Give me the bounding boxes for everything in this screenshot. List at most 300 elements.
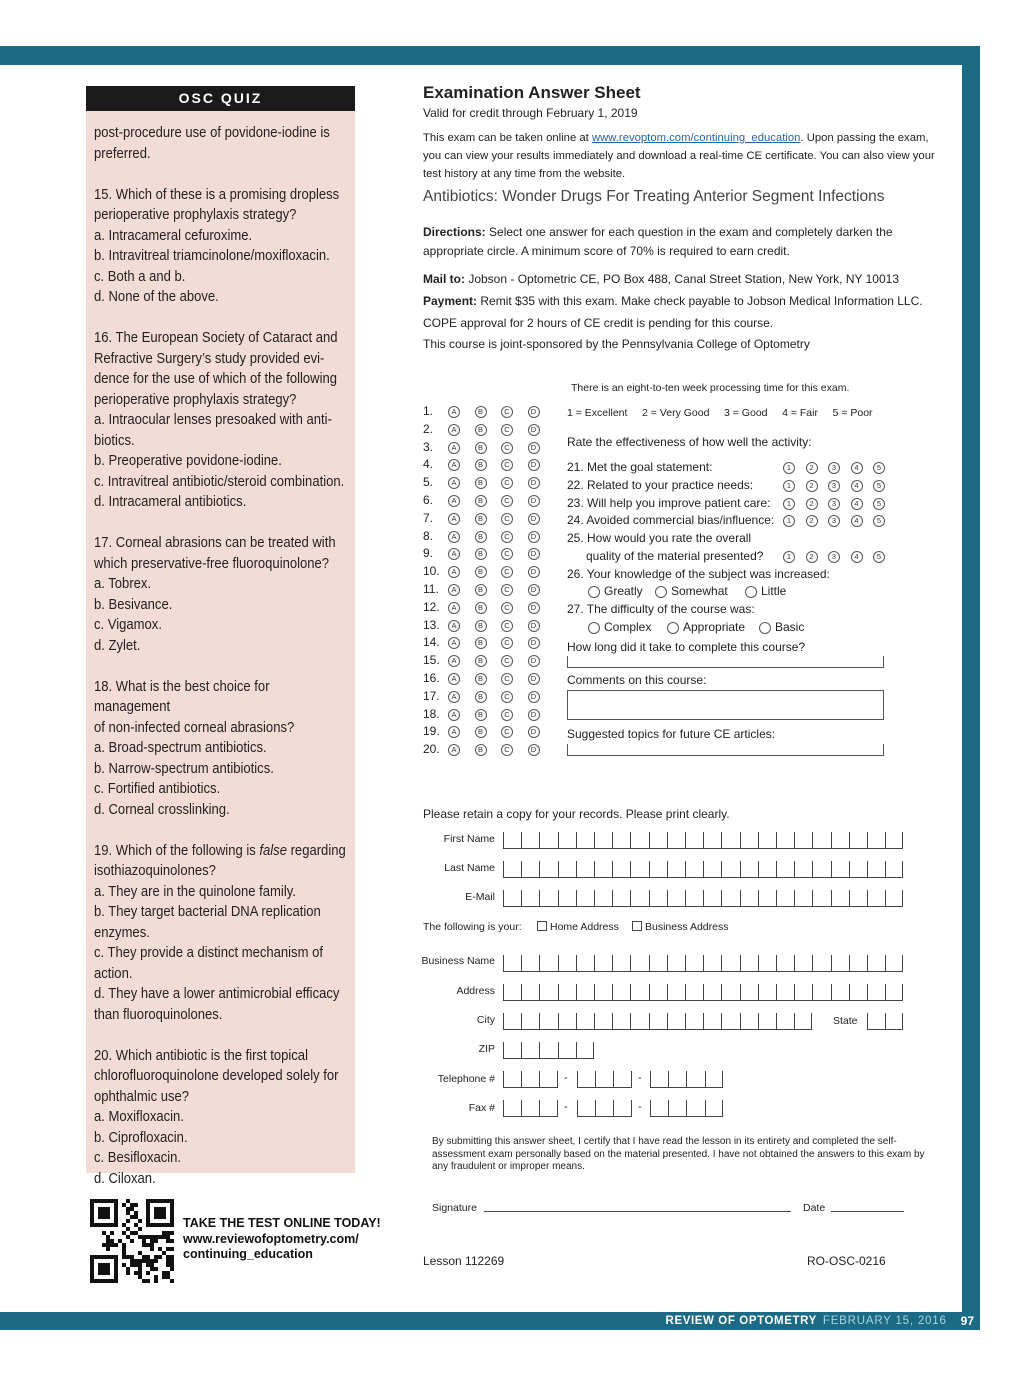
qr-module (138, 1251, 142, 1255)
answer-bubble-c[interactable]: C (501, 548, 513, 560)
zip-label: ZIP (478, 1043, 495, 1055)
online-promo (183, 1216, 381, 1263)
qr-module (158, 1235, 162, 1239)
phone-area-boxes[interactable] (503, 1071, 558, 1088)
home-address-checkbox-label: Home Address (550, 921, 619, 933)
answer-bubble-b[interactable]: B (475, 424, 487, 436)
qr-finder (98, 1207, 110, 1219)
date-line[interactable] (831, 1211, 904, 1212)
quiz-spacer (94, 656, 346, 677)
qr-module (170, 1259, 174, 1263)
quiz-line: ophthalmic use? (94, 1088, 190, 1105)
answer-number: 15. (423, 653, 440, 668)
answer-bubble-b[interactable]: B (475, 477, 487, 489)
answer-row (423, 440, 553, 458)
option-circle[interactable] (759, 622, 771, 634)
answer-bubble-c[interactable]: C (501, 495, 513, 507)
fax-dash-1: - (564, 1101, 568, 1113)
answer-bubble-b[interactable]: B (475, 566, 487, 578)
option-circle[interactable] (588, 586, 600, 598)
answer-bubble-d[interactable]: D (528, 620, 540, 632)
footer-date: FEBRUARY 15, 2016 (822, 1315, 947, 1327)
qr-module (154, 1275, 158, 1279)
footer-band (0, 1312, 980, 1330)
rating-bubble-2[interactable]: 2 (806, 462, 818, 474)
qr-module (154, 1267, 158, 1271)
answer-bubble-d[interactable]: D (528, 548, 540, 560)
qr-module (146, 1263, 150, 1267)
option-circle[interactable] (655, 586, 667, 598)
qr-module (122, 1223, 126, 1227)
directions-text: Select one answer for each question in the exam and completely darken the appropriate circle. A minimum score of 70% is required to earn credit. (423, 225, 893, 258)
quiz-line: a. Intracameral cefuroxime. (94, 227, 253, 244)
answer-bubble-d[interactable]: D (528, 655, 540, 667)
quiz-spacer (94, 513, 346, 534)
option-label: Basic (775, 620, 805, 634)
answer-bubble-a[interactable]: A (448, 513, 460, 525)
qr-module (126, 1219, 130, 1223)
promo-url-1[interactable]: www.reviewofoptometry.com/ (183, 1231, 359, 1246)
page-number: 97 (960, 1314, 974, 1328)
qr-module (170, 1231, 174, 1235)
qr-module (170, 1267, 174, 1271)
address-label: Address (456, 985, 495, 997)
qr-finder (154, 1207, 166, 1219)
option-circle[interactable] (588, 622, 600, 634)
answer-row (423, 689, 553, 707)
answer-bubble-c[interactable]: C (501, 584, 513, 596)
answer-bubble-b[interactable]: B (475, 744, 487, 756)
quiz-spacer (94, 164, 346, 185)
answer-bubble-c[interactable]: C (501, 691, 513, 703)
answer-bubble-b[interactable]: B (475, 655, 487, 667)
qr-module (166, 1231, 170, 1235)
quiz-line: perioperative prophylaxis strategy? (94, 207, 297, 223)
qr-module (134, 1263, 138, 1267)
answer-bubble-a[interactable]: A (448, 602, 460, 614)
quiz-line: chlorofluoroquinolone developed solely for (94, 1068, 339, 1084)
option-circle[interactable] (745, 586, 757, 598)
answer-row (423, 529, 553, 547)
qr-module (122, 1251, 126, 1255)
answer-bubble-c[interactable]: C (501, 477, 513, 489)
answer-bubble-a[interactable]: A (448, 548, 460, 560)
answer-bubble-d[interactable]: D (528, 477, 540, 489)
qr-module (130, 1263, 134, 1267)
answer-bubble-d[interactable]: D (528, 531, 540, 543)
rating-bubble-4[interactable]: 4 (851, 498, 863, 510)
quiz-line: b. Intravitreal triamcinolone/moxifloxacin. (94, 248, 330, 264)
comments-label: Comments on this course: (567, 673, 707, 687)
qr-module (166, 1239, 170, 1243)
qr-module (134, 1203, 138, 1207)
qr-module (122, 1263, 126, 1267)
answer-bubble-a[interactable]: A (448, 620, 460, 632)
answer-bubble-b[interactable]: B (475, 673, 487, 685)
answer-bubble-c[interactable]: C (501, 602, 513, 614)
last-name-label: Last Name (444, 862, 495, 874)
rating-bubble-1[interactable]: 1 (783, 462, 795, 474)
answer-number: 2. (423, 421, 434, 436)
qr-module (170, 1239, 174, 1243)
answer-number: 20. (423, 742, 440, 757)
quiz-line: c. Both a and b. (94, 268, 186, 285)
quiz-line: d. Zylet. (94, 637, 141, 654)
answer-bubble-d[interactable]: D (528, 726, 540, 738)
qr-code[interactable] (90, 1199, 174, 1283)
qr-module (166, 1255, 170, 1259)
qr-module (150, 1239, 154, 1243)
answer-number: 6. (423, 493, 434, 507)
answer-bubble-d[interactable]: D (528, 513, 540, 525)
qr-module (142, 1235, 146, 1239)
quiz-questions (86, 111, 355, 1187)
answer-bubble-c[interactable]: C (501, 513, 513, 525)
answer-bubble-a[interactable]: A (448, 477, 460, 489)
qr-module (122, 1231, 126, 1235)
rating-bubble-5[interactable]: 5 (873, 551, 885, 563)
question-27: 27. The difficulty of the course was: (567, 602, 755, 616)
answer-number: 13. (423, 617, 440, 632)
rating-bubble-2[interactable]: 2 (806, 498, 818, 510)
rating-bubble-5[interactable]: 5 (873, 462, 885, 474)
answer-row (423, 582, 553, 600)
quiz-line: 20. Which antibiotic is the first topical (94, 1047, 308, 1064)
answer-bubble-b[interactable]: B (475, 620, 487, 632)
answer-bubble-b[interactable]: B (475, 406, 487, 418)
qr-module (166, 1235, 170, 1239)
answer-bubble-c[interactable]: C (501, 459, 513, 471)
qr-module (154, 1235, 158, 1239)
rating-bubble-5[interactable]: 5 (873, 498, 885, 510)
answer-bubble-b[interactable]: B (475, 691, 487, 703)
signature-line[interactable] (484, 1211, 791, 1212)
answer-number: 11. (423, 582, 439, 596)
certification-text: By submitting this answer sheet, I certify that I have read the lesson in its entirety and completed the self-assessment exam personally based on the material presented. I have not obtained the answers to this exam by any fraudulent or improper means. (432, 1136, 925, 1172)
quiz-line: isothiazoquinolones? (94, 863, 216, 879)
quiz-line: biotics. (94, 432, 135, 449)
rating-bubble-4[interactable]: 4 (851, 551, 863, 563)
rating-bubble-1[interactable]: 1 (783, 551, 795, 563)
last-name-boxes[interactable] (503, 861, 903, 878)
answer-row (423, 404, 553, 422)
first-name-boxes[interactable] (503, 832, 903, 849)
promo-url-2[interactable]: continuing_education (183, 1247, 313, 1261)
qr-module (130, 1231, 134, 1235)
suggested-field[interactable] (567, 744, 884, 756)
qr-module (138, 1235, 142, 1239)
payment-text: Remit $35 with this exam. Make check payable to Jobson Medical Information LLC. (477, 294, 923, 308)
answer-bubble-b[interactable]: B (475, 637, 487, 649)
answer-bubble-b[interactable]: B (475, 442, 487, 454)
quiz-line: preferred. (94, 145, 151, 162)
answer-bubble-a[interactable]: A (448, 406, 460, 418)
qr-module (166, 1275, 170, 1279)
answer-bubble-a[interactable]: A (448, 424, 460, 436)
qr-module (110, 1243, 114, 1247)
qr-module (122, 1243, 126, 1247)
qr-module (130, 1239, 134, 1243)
qr-module (162, 1251, 166, 1255)
qr-module (126, 1271, 130, 1275)
answer-number: 5. (423, 475, 434, 490)
qr-module (110, 1231, 114, 1235)
answer-bubble-a[interactable]: A (448, 566, 460, 578)
qr-module (130, 1259, 134, 1263)
comments-field[interactable] (567, 690, 884, 720)
answer-bubble-b[interactable]: B (475, 584, 487, 596)
course-title: Antibiotics: Wonder Drugs For Treating Anterior Segment Infections (423, 188, 885, 205)
answer-bubble-a[interactable]: A (448, 691, 460, 703)
rating-bubble-3[interactable]: 3 (828, 551, 840, 563)
business-name-boxes[interactable] (503, 955, 903, 972)
answer-bubble-a[interactable]: A (448, 637, 460, 649)
processing-note: There is an eight-to-ten week processing time for this exam. (571, 382, 850, 394)
qr-module (130, 1203, 134, 1207)
answer-bubble-c[interactable]: C (501, 620, 513, 632)
quiz-line: 16. The European Society of Cataract and (94, 330, 338, 346)
rating-bubble-3[interactable]: 3 (828, 462, 840, 474)
business-address-checkbox[interactable] (632, 921, 642, 931)
rating-bubble-3[interactable]: 3 (828, 515, 840, 527)
rating-scale: 1 = Excellent 2 = Very Good 3 = Good 4 = Fair 5 = Poor (567, 407, 873, 419)
quiz-line: d. Ciloxan. (94, 1170, 156, 1187)
top-band (0, 46, 980, 65)
answer-number: 3. (423, 439, 434, 454)
eval-item-23: 23. Will help you improve patient care: (567, 496, 771, 510)
qr-module (130, 1215, 134, 1219)
qr-module (158, 1247, 162, 1251)
answer-bubble-c[interactable]: C (501, 424, 513, 436)
answer-bubble-b[interactable]: B (475, 459, 487, 471)
answer-number: 18. (423, 706, 440, 721)
answer-row (423, 564, 553, 582)
mail-text: Jobson - Optometric CE, PO Box 488, Canal Street Station, New York, NY 10013 (465, 272, 900, 286)
answer-bubble-c[interactable]: C (501, 673, 513, 685)
exam-link[interactable]: www.revoptom.com/continuing_education (591, 132, 801, 144)
answer-bubble-a[interactable]: A (448, 495, 460, 507)
answer-bubble-c[interactable]: C (501, 655, 513, 667)
rating-bubble-2[interactable]: 2 (806, 480, 818, 492)
how-long-field[interactable] (567, 656, 884, 668)
rating-bubble-2[interactable]: 2 (806, 515, 818, 527)
qr-module (114, 1243, 118, 1247)
answer-bubble-a[interactable]: A (448, 459, 460, 471)
quiz-line: action. (94, 965, 133, 982)
answer-bubble-b[interactable]: B (475, 709, 487, 721)
answer-bubble-b[interactable]: B (475, 531, 487, 543)
city-boxes[interactable] (503, 1013, 812, 1030)
phone-line-boxes[interactable] (650, 1071, 723, 1088)
qr-module (146, 1271, 150, 1275)
quiz-line: which preservative-free fluoroquinolone? (94, 555, 330, 572)
quiz-line: 15. Which of these is a promising dropless (94, 186, 340, 203)
right-band (962, 46, 980, 1330)
intro-text: This exam can be taken online at (423, 132, 592, 144)
answer-bubble-c[interactable]: C (501, 406, 513, 418)
quiz-line: Refractive Surgery’s study provided evi- (94, 350, 325, 367)
answer-bubble-b[interactable]: B (475, 495, 487, 507)
business-address-checkbox-label: Business Address (645, 921, 729, 933)
answer-bubble-c[interactable]: C (501, 744, 513, 756)
rating-bubble-1[interactable]: 1 (783, 515, 795, 527)
telephone-label: Telephone # (437, 1073, 495, 1085)
rating-bubble-4[interactable]: 4 (851, 462, 863, 474)
quiz-line: a. Moxifloxacin. (94, 1109, 184, 1125)
date-label: Date (803, 1202, 826, 1214)
footer-magazine: REVIEW OF OPTOMETRY (665, 1315, 817, 1327)
quiz-spacer (94, 308, 346, 329)
qr-module (130, 1255, 134, 1259)
phone-prefix-boxes[interactable] (577, 1071, 632, 1088)
rating-bubble-3[interactable]: 3 (828, 480, 840, 492)
qr-module (134, 1215, 138, 1219)
answer-bubble-d[interactable]: D (528, 637, 540, 649)
answer-bubble-a[interactable]: A (448, 531, 460, 543)
qr-module (134, 1223, 138, 1227)
qr-module (154, 1239, 158, 1243)
qr-module (126, 1199, 130, 1203)
qr-module (150, 1267, 154, 1271)
rating-bubble-4[interactable]: 4 (851, 480, 863, 492)
quiz-line: dence for the use of which of the following (94, 371, 338, 387)
qr-module (162, 1271, 166, 1275)
rating-bubble-5[interactable]: 5 (873, 480, 885, 492)
answer-bubble-d[interactable]: D (528, 602, 540, 614)
quiz-line: d. Corneal crosslinking. (94, 801, 230, 818)
rating-bubble-5[interactable]: 5 (873, 515, 885, 527)
quiz-line: of non-infected corneal abrasions? (94, 719, 295, 736)
quiz-line: enzymes. (94, 924, 150, 941)
qr-module (142, 1243, 146, 1247)
answer-row (423, 457, 553, 475)
quiz-line: d. Intracameral antibiotics. (94, 494, 247, 510)
qr-module (126, 1207, 130, 1211)
quiz-line: c. They provide a distinct mechanism of (94, 945, 323, 961)
qr-module (142, 1259, 146, 1263)
quiz-line: a. Broad-spectrum antibiotics. (94, 740, 267, 756)
option-label: Complex (604, 620, 652, 634)
qr-module (170, 1279, 174, 1283)
answer-bubble-d[interactable]: D (528, 424, 540, 436)
qr-module (162, 1231, 166, 1235)
address-boxes[interactable] (503, 984, 903, 1001)
quiz-line: 17. Corneal abrasions can be treated with (94, 535, 336, 551)
answer-bubble-d[interactable]: D (528, 744, 540, 756)
suggested-label: Suggested topics for future CE articles: (567, 727, 776, 741)
answer-bubble-b[interactable]: B (475, 602, 487, 614)
online-intro (423, 129, 943, 183)
answer-bubble-a[interactable]: A (448, 709, 460, 721)
answer-bubble-c[interactable]: C (501, 726, 513, 738)
qr-module (170, 1263, 174, 1267)
answer-bubble-b[interactable]: B (475, 548, 487, 560)
answer-bubble-a[interactable]: A (448, 655, 460, 667)
answer-bubble-a[interactable]: A (448, 744, 460, 756)
address-type-label: The following is your: (423, 921, 522, 933)
rating-bubble-1[interactable]: 1 (783, 498, 795, 510)
state-boxes[interactable] (867, 1013, 903, 1030)
qr-module (170, 1247, 174, 1251)
answer-bubble-c[interactable]: C (501, 566, 513, 578)
answer-bubble-a[interactable]: A (448, 673, 460, 685)
rating-bubble-3[interactable]: 3 (828, 498, 840, 510)
how-long-label: How long did it take to complete this course? (567, 640, 806, 654)
quiz-header: OSC QUIZ (86, 86, 355, 111)
answer-bubble-c[interactable]: C (501, 709, 513, 721)
answer-bubble-c[interactable]: C (501, 442, 513, 454)
qr-module (146, 1243, 150, 1247)
answer-number: 4. (423, 457, 434, 472)
answer-bubble-a[interactable]: A (448, 442, 460, 454)
eval-item-22: 22. Related to your practice needs: (567, 478, 754, 492)
answer-bubble-d[interactable]: D (528, 406, 540, 418)
answer-bubble-c[interactable]: C (501, 637, 513, 649)
qr-module (154, 1279, 158, 1283)
answer-bubble-d[interactable]: D (528, 459, 540, 471)
answer-bubble-d[interactable]: D (528, 566, 540, 578)
answer-bubble-d[interactable]: D (528, 691, 540, 703)
qr-module (138, 1267, 142, 1271)
question-26: 26. Your knowledge of the subject was increased: (567, 567, 830, 581)
qr-module (146, 1259, 150, 1263)
answer-bubble-c[interactable]: C (501, 531, 513, 543)
qr-module (166, 1247, 170, 1251)
answer-bubble-d[interactable]: D (528, 584, 540, 596)
qr-module (154, 1259, 158, 1263)
answer-bubble-a[interactable]: A (448, 726, 460, 738)
qr-module (134, 1271, 138, 1275)
answer-bubble-d[interactable]: D (528, 442, 540, 454)
answer-bubble-b[interactable]: B (475, 513, 487, 525)
qr-module (106, 1247, 110, 1251)
answer-bubble-d[interactable]: D (528, 673, 540, 685)
qr-module (138, 1219, 142, 1223)
answer-bubble-a[interactable]: A (448, 584, 460, 596)
email-label: E-Mail (465, 891, 495, 903)
rating-bubble-2[interactable]: 2 (806, 551, 818, 563)
rating-bubble-4[interactable]: 4 (851, 515, 863, 527)
qr-module (146, 1255, 150, 1259)
qr-module (150, 1235, 154, 1239)
quiz-line: c. Intravitreal antibiotic/steroid combination. (94, 473, 345, 490)
answer-row (423, 511, 553, 529)
qr-module (142, 1279, 146, 1283)
intro-text-2: . Upon passing the exam, you can view your results immediately and download a real-time CE certificate. You can also view your test history at any time from the website. (423, 132, 935, 180)
fax-area-boxes[interactable] (503, 1100, 558, 1117)
home-address-checkbox[interactable] (537, 921, 547, 931)
emphasis-false: false (259, 842, 287, 859)
answer-bubble-b[interactable]: B (475, 726, 487, 738)
email-boxes[interactable] (503, 890, 903, 907)
city-label: City (476, 1014, 495, 1026)
answer-bubble-d[interactable]: D (528, 709, 540, 721)
signature-label: Signature (432, 1202, 477, 1214)
rating-bubble-1[interactable]: 1 (783, 480, 795, 492)
answer-row (423, 724, 553, 742)
qr-module (166, 1263, 170, 1267)
option-circle[interactable] (667, 622, 679, 634)
fax-prefix-boxes[interactable] (577, 1100, 632, 1117)
answer-bubble-d[interactable]: D (528, 495, 540, 507)
zip-boxes[interactable] (503, 1042, 594, 1059)
qr-module (138, 1227, 142, 1231)
answer-row (423, 475, 553, 493)
fax-line-boxes[interactable] (650, 1100, 723, 1117)
qr-module (130, 1207, 134, 1211)
quiz-line: c. Vigamox. (94, 617, 162, 633)
payment (423, 294, 923, 308)
